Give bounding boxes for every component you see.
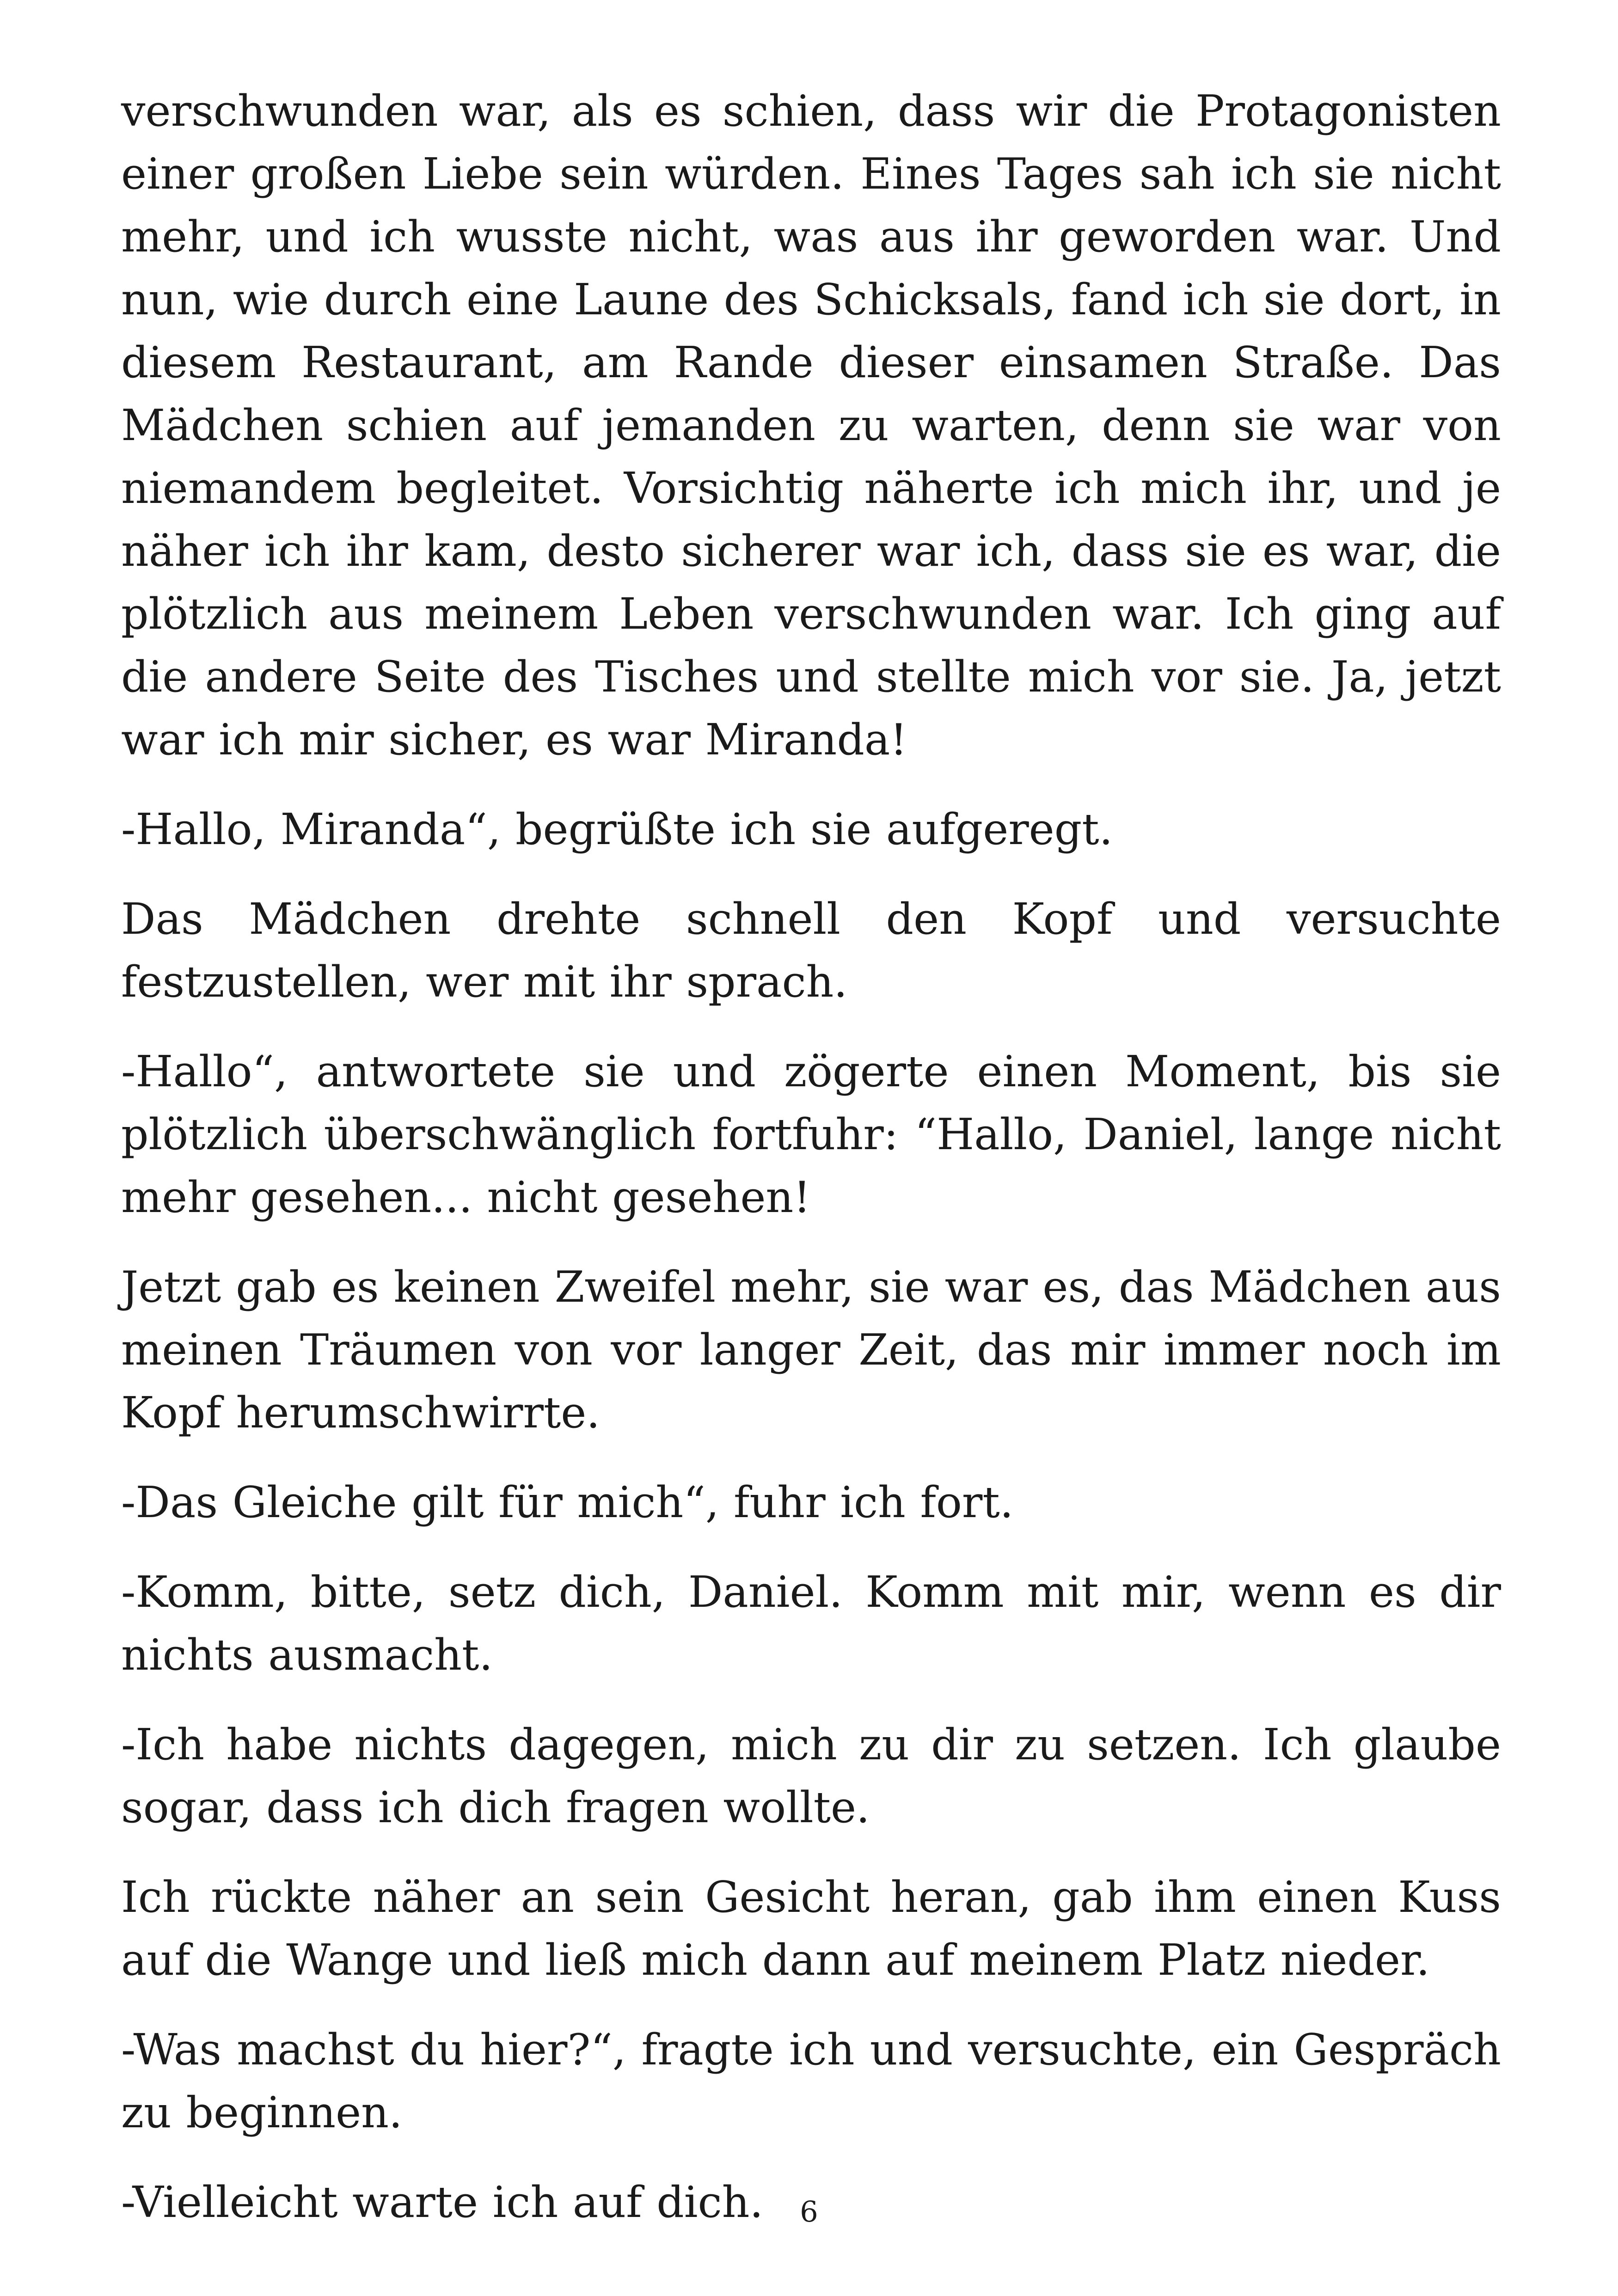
paragraph-6: -Das Gleiche gilt für mich“, fuhr ich fort. bbox=[121, 1477, 1014, 1527]
paragraph-1: verschwunden war, als es schien, dass wir die Protagonisten einer großen Liebe sein würden. Eines Tages sah ich sie nicht mehr, und ich wusste nicht, was aus ihr geworden war. Und nun, wie durch eine Laune des Schicksals, fand ich sie dort, in diesem Restaurant, am Rande dieser einsamen Straße. Das Mädchen schien auf jemanden zu warten, denn sie war von niemandem begleitet. Vorsichtig näherte ich mich ihr, und je näher ich ihr kam, desto sicherer war ich, dass sie es war, die plötzlich aus meinem Leben verschwunden war. Ich ging auf die andere Seite des Tisches und stellte mich vor sie. Ja, jetzt war ich mir sicher, es war Miranda! bbox=[121, 86, 1501, 765]
page-body bbox=[121, 80, 1501, 2260]
paragraph-5: Jetzt gab es keinen Zweifel mehr, sie war es, das Mädchen aus meinen Träumen von vor langer Zeit, das mir immer noch im Kopf herumschwirrte. bbox=[121, 1262, 1501, 1438]
paragraph-3: Das Mädchen drehte schnell den Kopf und versuchte festzustellen, wer mit ihr sprach. bbox=[121, 894, 1501, 1007]
paragraph-7: -Komm, bitte, setz dich, Daniel. Komm mit mir, wenn es dir nichts ausmacht. bbox=[121, 1567, 1501, 1680]
paragraph-8: -Ich habe nichts dagegen, mich zu dir zu setzen. Ich glaube sogar, dass ich dich fragen wollte. bbox=[121, 1720, 1501, 1832]
paragraph-10: -Was machst du hier?“, fragte ich und versuchte, ein Gespräch zu beginnen. bbox=[121, 2025, 1501, 2137]
page-number: 6 bbox=[800, 2195, 818, 2229]
paragraph-2: -Hallo, Miranda“, begrüßte ich sie aufgeregt. bbox=[121, 804, 1113, 854]
paragraph-4: -Hallo“, antwortete sie und zögerte einen Moment, bis sie plötzlich überschwänglich fortfuhr: “Hallo, Daniel, lange nicht mehr gesehen... nicht gesehen! bbox=[121, 1047, 1501, 1222]
paragraph-9: Ich rückte näher an sein Gesicht heran, gab ihm einen Kuss auf die Wange und ließ mich dann auf meinem Platz nieder. bbox=[121, 1872, 1501, 1985]
paragraph-11: -Vielleicht warte ich auf dich. bbox=[121, 2177, 764, 2227]
